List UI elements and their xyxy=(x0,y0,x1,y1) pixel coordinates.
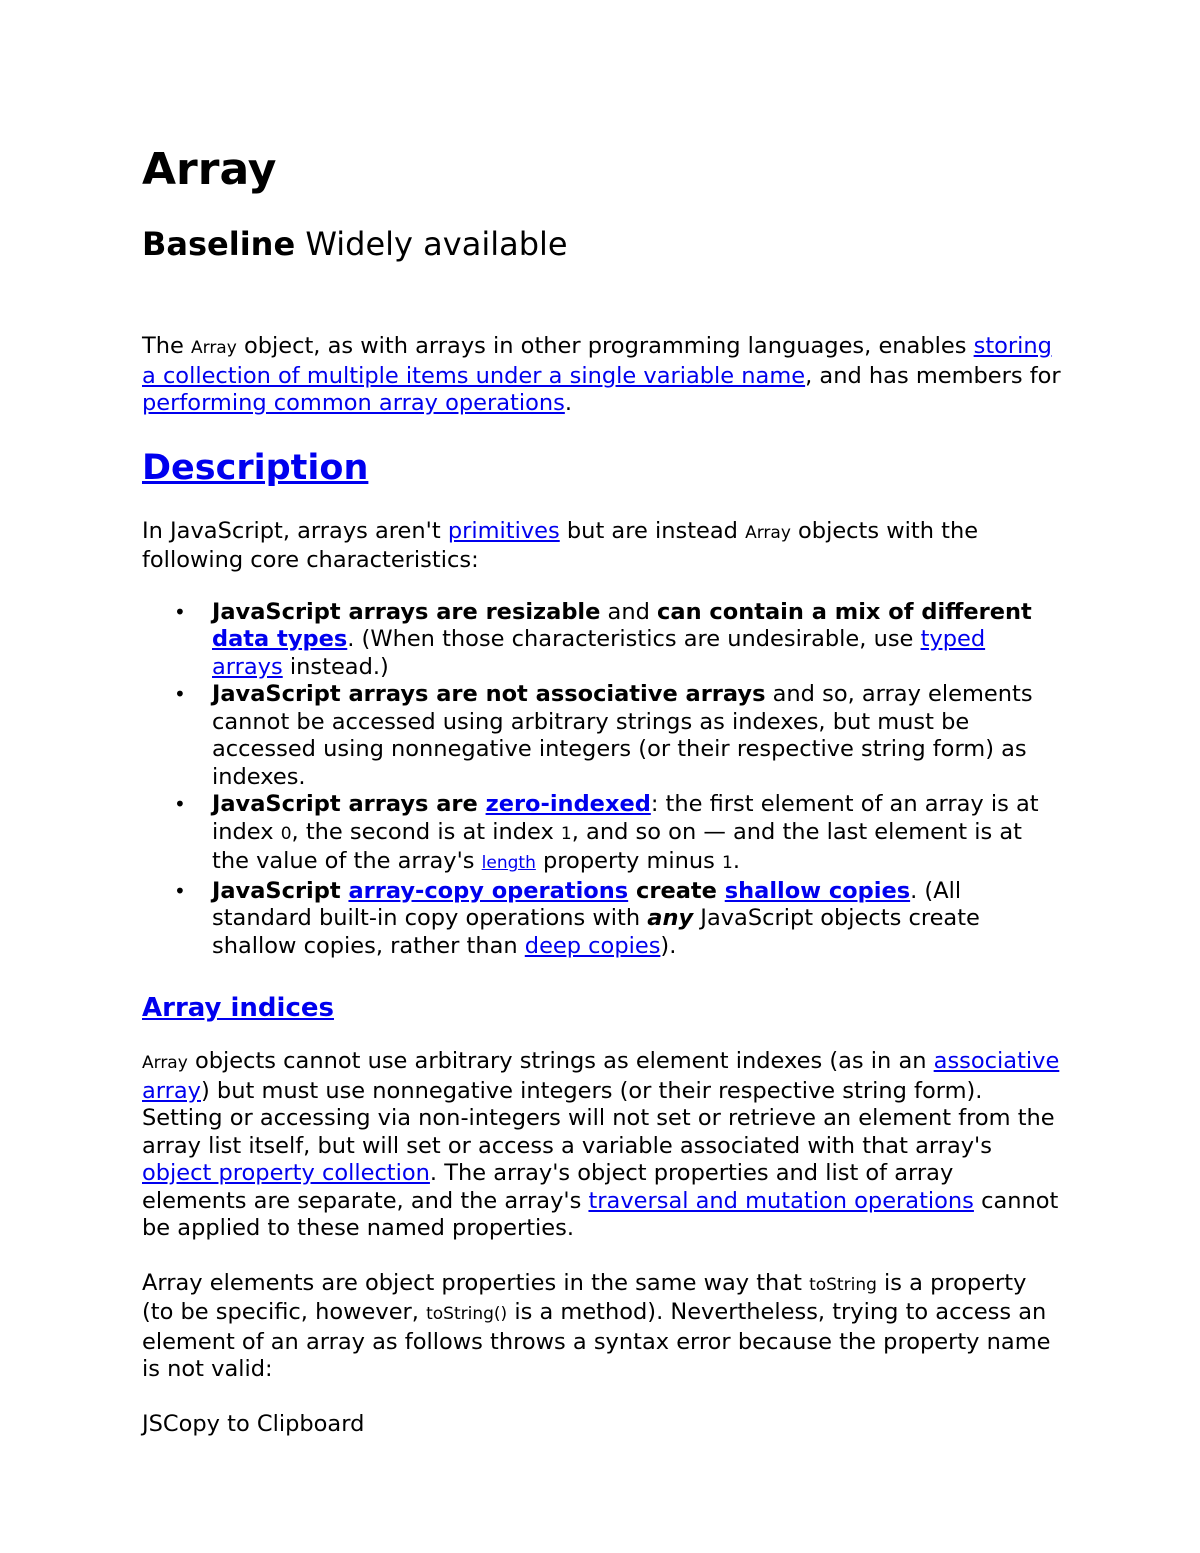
inline-code: Array xyxy=(191,338,237,358)
item-text: ). xyxy=(660,932,677,959)
paragraph-text: ) but must use nonnegative integers (or their respective string form). Setting or accessing via non-integers will not set or retrieve an element from the array list itself, but will set or access a variable associated with that array's xyxy=(142,1077,1055,1159)
list-item xyxy=(174,598,1062,682)
inline-code: 1 xyxy=(722,853,733,873)
paragraph-text: is a property (to be specific, however, xyxy=(142,1269,1027,1325)
bold-text: JavaScript arrays are not associative arrays xyxy=(212,681,766,707)
paragraph-text: Array elements are object properties in the same way that xyxy=(142,1269,810,1296)
document-page xyxy=(142,140,1062,1438)
baseline-status xyxy=(142,220,1062,268)
link-zero-indexed[interactable]: zero-indexed xyxy=(485,791,651,817)
paragraph-text: . The array's object properties and list of array elements are separate, and the array's xyxy=(142,1160,954,1214)
indices-paragraph xyxy=(142,1048,1062,1243)
link-data-types[interactable]: data types xyxy=(212,626,348,652)
link-shallow-copies[interactable]: shallow copies xyxy=(724,877,911,904)
paragraph-text: In JavaScript, arrays aren't xyxy=(142,517,448,544)
bullet-icon: • xyxy=(174,682,186,706)
inline-code: toString() xyxy=(426,1304,508,1324)
inline-code: Array xyxy=(142,1053,188,1073)
paragraph-text: cannot be applied to these named properties. xyxy=(142,1187,1059,1241)
bullet-icon: • xyxy=(174,792,186,816)
item-text: . (All standard built-in copy operations with xyxy=(212,877,962,931)
array-indices-heading xyxy=(142,988,1062,1028)
bold-text: JavaScript arrays are xyxy=(212,791,486,817)
list-item xyxy=(174,791,1062,878)
bold-text: create xyxy=(628,877,725,904)
inline-code: Array xyxy=(745,522,791,543)
intro-text: . xyxy=(564,390,572,416)
item-text: JavaScript objects create shallow copies, rather than xyxy=(212,905,980,959)
item-text: instead.) xyxy=(282,653,389,680)
description-heading-link[interactable]: Description xyxy=(142,447,369,488)
description-paragraph xyxy=(142,518,1062,575)
intro-text: , and has members for xyxy=(805,362,1061,389)
link-associative-array[interactable]: associative array xyxy=(142,1048,1060,1104)
intro-text: object, as with arrays in other programming languages, enables xyxy=(236,333,974,359)
bold-text: JavaScript xyxy=(212,877,349,904)
link-traversal-mutation-operations[interactable]: traversal and mutation operations xyxy=(588,1187,974,1214)
paragraph-text: is a method). Nevertheless, trying to access an element of an array as follows throws a syntax error because the property name is not valid: xyxy=(142,1299,1051,1382)
bullet-icon: • xyxy=(174,878,186,903)
item-text: , and so on — and the last element is at the value of the array's xyxy=(212,818,1022,874)
characteristics-list xyxy=(142,599,1062,961)
link-array-copy-operations[interactable]: array-copy operations xyxy=(348,877,629,904)
item-text: and so, array elements cannot be accessed using arbitrary strings as indexes, but must be accessed using nonnegative integers (or their respective string form) as indexes. xyxy=(212,681,1033,790)
paragraph-text: objects cannot use arbitrary strings as element indexes (as in an xyxy=(187,1048,934,1074)
copy-to-clipboard-line: JSCopy to Clipboard xyxy=(142,1410,365,1437)
item-text: . xyxy=(732,848,741,874)
baseline-label: Baseline xyxy=(142,225,296,263)
item-text: property minus xyxy=(535,848,723,874)
link-object-property-collection[interactable]: object property collection xyxy=(142,1160,430,1186)
paragraph-text: but are instead xyxy=(559,517,746,544)
link-length[interactable]: length xyxy=(481,853,536,873)
inline-code: 0 xyxy=(280,823,292,844)
item-text: . (When those characteristics are undesirable, use xyxy=(347,626,921,652)
link-primitives[interactable]: primitives xyxy=(447,517,560,544)
item-text: , the second is at index xyxy=(291,818,561,845)
link-typed-arrays[interactable]: typed arrays xyxy=(212,626,986,680)
paragraph-text: objects with the following core characteristics: xyxy=(142,517,979,573)
list-item xyxy=(174,877,1062,961)
baseline-text: Widely available xyxy=(295,225,568,263)
description-heading xyxy=(142,440,1062,496)
item-text: : the first element of an array is at index xyxy=(212,791,1039,845)
intro-paragraph xyxy=(142,333,1062,418)
elements-paragraph xyxy=(142,1270,1062,1384)
bullet-icon: • xyxy=(174,599,186,624)
item-text: and xyxy=(600,598,658,625)
link-array-operations[interactable]: performing common array operations xyxy=(142,390,565,416)
bold-text: can contain a mix of different xyxy=(657,598,1032,625)
emphasis-text: any xyxy=(647,905,694,931)
intro-text: The xyxy=(142,333,191,359)
list-item xyxy=(174,681,1062,791)
link-deep-copies[interactable]: deep copies xyxy=(524,932,661,959)
inline-code: 1 xyxy=(560,823,572,844)
array-indices-heading-link[interactable]: Array indices xyxy=(142,993,334,1023)
inline-code: toString xyxy=(809,1274,877,1295)
page-title: Array xyxy=(142,144,277,195)
bold-text: JavaScript arrays are resizable xyxy=(212,598,601,625)
link-storing-collection[interactable]: storing a collection of multiple items under a single variable name xyxy=(142,333,1052,389)
